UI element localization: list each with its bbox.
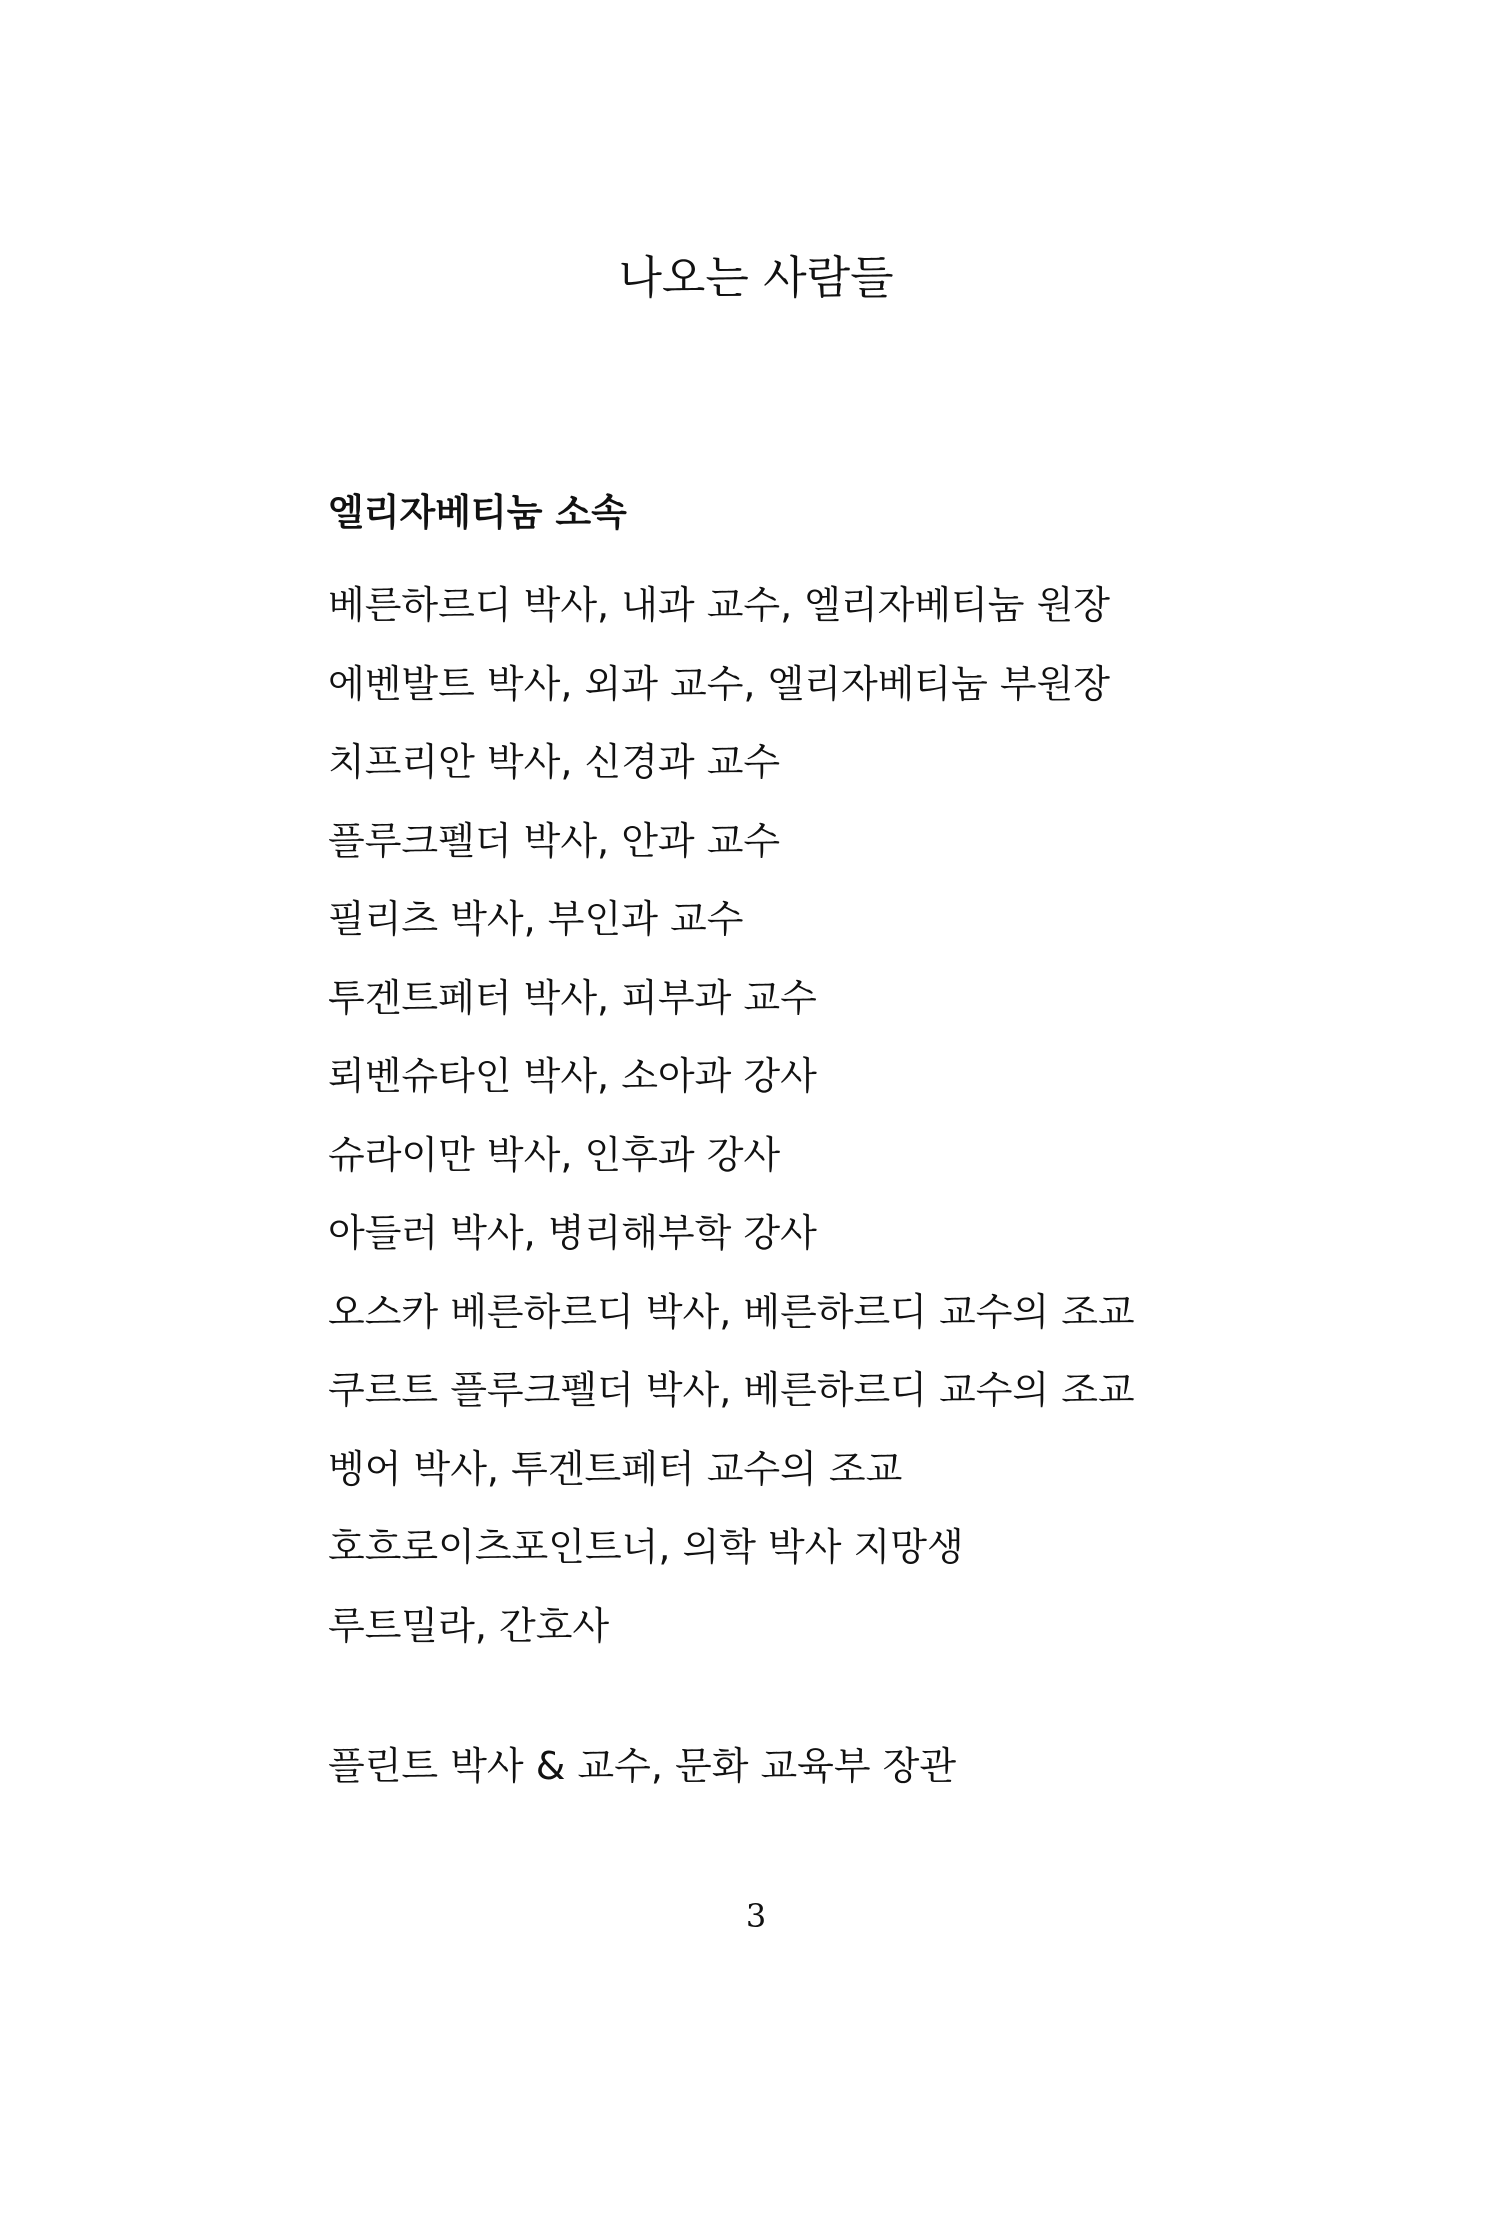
list-item: 호흐로이츠포인트너, 의학 박사 지망생 — [328, 1525, 964, 1569]
section-heading: 엘리자베티눔 소속 — [328, 491, 627, 534]
list-item: 슈라이만 박사, 인후과 강사 — [328, 1132, 781, 1177]
list-item: 루트밀라, 간호사 — [328, 1603, 610, 1648]
additional-character: 플린트 박사 & 교수, 문화 교육부 장관 — [328, 1744, 957, 1788]
list-item: 플루크펠더 박사, 안과 교수 — [328, 818, 781, 863]
list-item: 벵어 박사, 투겐트페터 교수의 조교 — [328, 1446, 903, 1491]
list-item: 치프리안 박사, 신경과 교수 — [328, 740, 781, 784]
list-item: 쿠르트 플루크펠더 박사, 베른하르디 교수의 조교 — [328, 1368, 1135, 1412]
list-item: 오스카 베른하르디 박사, 베른하르디 교수의 조교 — [328, 1289, 1135, 1334]
list-item: 아들러 박사, 병리해부학 강사 — [328, 1211, 817, 1255]
list-item: 필리츠 박사, 부인과 교수 — [328, 897, 744, 941]
list-item: 베른하르디 박사, 내과 교수, 엘리자베티눔 원장 — [328, 583, 1111, 627]
list-item: 에벤발트 박사, 외과 교수, 엘리자베티눔 부원장 — [328, 661, 1111, 706]
list-item: 뢰벤슈타인 박사, 소아과 강사 — [328, 1054, 817, 1098]
page-number: 3 — [745, 1897, 767, 1935]
cast-list — [328, 566, 1135, 1665]
list-item: 투겐트페터 박사, 피부과 교수 — [328, 975, 817, 1020]
page-title: 나오는 사람들 — [618, 251, 894, 304]
